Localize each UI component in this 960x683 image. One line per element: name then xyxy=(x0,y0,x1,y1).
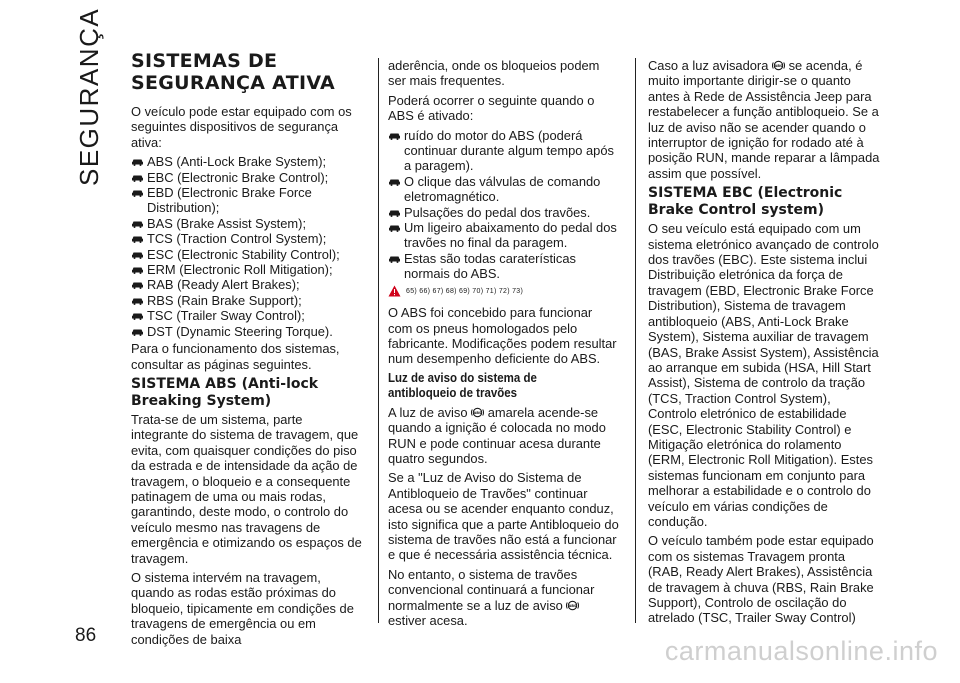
car-bullet-icon xyxy=(131,265,144,274)
car-bullet-icon xyxy=(388,223,401,232)
abs-tyres-paragraph: O ABS foi concebido para funcionar com os pneus homologados pelo fabricante. Modificações podem resultar num desempenho deficiente do ABS. xyxy=(388,305,617,367)
car-bullet-icon xyxy=(131,219,144,228)
list-item: EBD (Electronic Brake Force Distribution); xyxy=(131,185,363,216)
list-item: ruído do motor do ABS (poderá continuar durante algum tempo após a paragem). xyxy=(388,128,620,174)
list-item: EBC (Electronic Brake Control); xyxy=(131,170,363,185)
abs-heading: SISTEMA ABS (Anti-lock Breaking System) xyxy=(131,375,319,409)
column-divider xyxy=(635,58,636,623)
abs-paragraph-2: O sistema intervém na travagem, quando as rodas estão próximas do bloqueio, tipicamente em condições de travagens de emergência ou em condições de baixa xyxy=(131,569,354,647)
abs-warning-light-icon xyxy=(471,406,484,419)
car-bullet-icon xyxy=(388,254,401,263)
abs-light-paragraph: A luz de aviso ABS amarela acende-se quando a ignição é colocada no modo RUN e pode continuar acesa durante quatro segundos. xyxy=(388,404,606,466)
car-bullet-icon xyxy=(131,327,144,336)
intro-paragraph: O veículo pode estar equipado com os seguintes dispositivos de segurança ativa: xyxy=(131,104,352,150)
abs-fault-paragraph: Se a "Luz de Aviso do Sistema de Antibloqueio de Travões" continuar acesa ou se acender enquanto conduz, isto significa que a parte Antibloqueio do sistema de travões não está a funcionar e que é necessária assistência técnica. xyxy=(388,470,619,563)
abs-effects-list xyxy=(388,128,620,282)
car-bullet-icon xyxy=(131,157,144,166)
car-bullet-icon xyxy=(131,250,144,259)
svg-text:ABS: ABS xyxy=(568,603,577,608)
systems-list xyxy=(131,154,363,339)
abs-light-service-paragraph: Caso a luz avisadora ABS se acenda, é muito importante dirigir-se o quanto antes à Rede de Assistência Jeep para restabelecer a função antibloqueio. Se a luz de aviso não se acender quando o interruptor de ignição for rodado até à posição RUN, mande reparar a lâmpada assim que possível. xyxy=(648,58,880,181)
car-bullet-icon xyxy=(388,208,401,217)
column-divider xyxy=(378,58,379,623)
page-number: 86 xyxy=(75,625,97,646)
watermark: carmanualsonline.info xyxy=(664,636,938,666)
list-item: BAS (Brake Assist System); xyxy=(131,216,363,231)
column-2 xyxy=(388,58,620,632)
warning-references xyxy=(388,284,620,299)
list-item: Pulsações do pedal dos travões. xyxy=(388,205,620,220)
column-3 xyxy=(648,58,880,630)
list-item: Estas são todas caraterísticas normais do ABS. xyxy=(388,251,620,282)
car-bullet-icon xyxy=(131,173,144,182)
car-bullet-icon xyxy=(131,280,144,289)
warning-triangle-icon xyxy=(388,285,401,297)
list-item: O clique das válvulas de comando eletromagnético. xyxy=(388,174,620,205)
car-bullet-icon xyxy=(131,311,144,320)
svg-text:ABS: ABS xyxy=(473,410,482,415)
list-item: TCS (Traction Control System); xyxy=(131,231,363,246)
active-safety-heading: SISTEMAS DE SEGURANÇA ATIVA xyxy=(131,50,336,94)
abs-warning-light-subheading: Luz de aviso do sistema de antibloqueio de travões xyxy=(388,370,537,400)
list-item: DST (Dynamic Steering Torque). xyxy=(131,324,363,339)
additional-systems-paragraph: O veículo também pode estar equipado com os sistemas Travagem pronta (RAB, Ready Alert Brakes), Assistência de travagem à chuva (RBS, Rain Brake Support), Controlo de oscilação do atrelado (TSC, Trailer Sway Control) xyxy=(648,533,874,626)
abs-paragraph-1: Trata-se de um sistema, parte integrante do sistema de travagem, que evita, com quaisquer condições do piso da estrada e de intensidade da ação de travagem, o bloqueio e a consequente patinagem de uma ou mais rodas, garantindo, deste modo, o controlo do veículo mesmo nas travagens de emergência e otimizando os espaços de travagem. xyxy=(131,411,362,566)
list-item: Um ligeiro abaixamento do pedal dos travões no final da paragem. xyxy=(388,220,620,251)
car-bullet-icon xyxy=(131,188,144,197)
list-item: ABS (Anti-Lock Brake System); xyxy=(131,154,363,169)
section-side-title: SEGURANÇA xyxy=(74,7,104,186)
abs-continued-paragraph: aderência, onde os bloqueios podem ser mais frequentes. xyxy=(388,58,600,89)
list-item: TSC (Trailer Sway Control); xyxy=(131,308,363,323)
abs-conventional-brakes-paragraph: No entanto, o sistema de travões convencional continuará a funcionar normalmente se a luz de aviso ABS estiver acesa. xyxy=(388,566,595,628)
car-bullet-icon xyxy=(131,234,144,243)
list-item: ERM (Electronic Roll Mitigation); xyxy=(131,262,363,277)
svg-text:ABS: ABS xyxy=(774,64,783,69)
car-bullet-icon xyxy=(131,296,144,305)
ebc-heading: SISTEMA EBC (Electronic Brake Control system) xyxy=(648,185,843,219)
column-1 xyxy=(131,50,363,651)
list-item: ESC (Electronic Stability Control); xyxy=(131,247,363,262)
list-item: RAB (Ready Alert Brakes); xyxy=(131,277,363,292)
abs-warning-light-icon xyxy=(566,599,579,612)
abs-activation-paragraph: Poderá ocorrer o seguinte quando o ABS é ativado: xyxy=(388,92,595,124)
car-bullet-icon xyxy=(388,131,401,140)
outro-paragraph: Para o funcionamento dos sistemas, consultar as páginas seguintes. xyxy=(131,341,340,372)
warning-reference-numbers: 65) 66) 67) 68) 69) 70) 71) 72) 73) xyxy=(406,287,524,295)
ebc-paragraph: O seu veículo está equipado com um sistema eletrónico avançado de controlo dos travões (EBC). Este sistema inclui Distribuição eletrónica da força de travagem (EBD, Electronic Brake Force Distribution), Sistema de travagem antibloqueio (ABS, Anti-Lock Brake System), Sistema auxiliar de travagem (BAS, Brake Assist System), Assistência ao arranque em subida (HSA, Hill Start Assist), Sistema de controlo da tração (TCS, Traction Control System), Controlo eletrónico de estabilidade (ESC, Electronic Stability Control) e Mitigação eletrónica do rolamento (ERM, Electronic Roll Mitigation). Estes sistemas funcionam em conjunto para melhorar a estabilidade e o controlo do veículo em várias condições de condução. xyxy=(648,221,879,529)
car-bullet-icon xyxy=(388,177,401,186)
abs-warning-light-icon xyxy=(772,59,785,72)
list-item: RBS (Rain Brake Support); xyxy=(131,293,363,308)
